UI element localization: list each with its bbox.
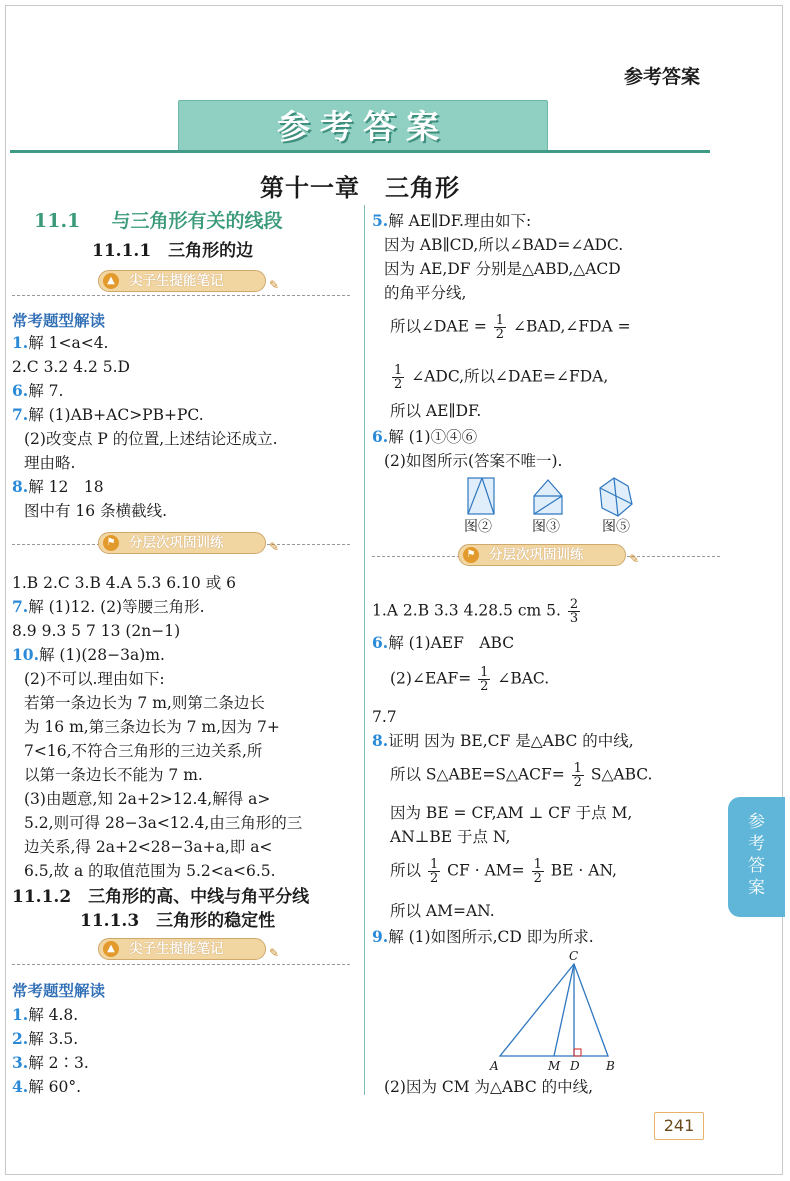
- answer-line: 6.解 (1)AEF ABC: [372, 633, 515, 652]
- figure-2-shape: [468, 478, 494, 514]
- training-pill-label: 分层次巩固训练: [129, 535, 224, 551]
- answer-line: (2)如图所示(答案不唯一).: [384, 452, 563, 470]
- answer-line: 3.解 2∶3.: [12, 1053, 89, 1072]
- answer-line: (2)不可以.理由如下:: [24, 670, 165, 688]
- section-title: 与三角形有关的线段: [111, 210, 283, 232]
- answer-line: $\frac{1}{2}$ ∠ADC,所以∠DAE=∠FDA,: [394, 363, 609, 392]
- graduation-cap-icon: ▲: [103, 941, 119, 957]
- answer-line: 8.解 12 18: [12, 477, 104, 496]
- right-column: [372, 210, 722, 1110]
- fraction: $\frac{1}{2}$: [394, 363, 403, 392]
- fraction: $\frac{1}{2}$: [533, 857, 542, 886]
- vertex-label-a: A: [490, 1059, 499, 1073]
- answer-line: 8.9 9.3 5 7 13 (2n−1): [12, 622, 181, 640]
- answer-line: 4.解 60°.: [12, 1077, 82, 1096]
- header-rule: [10, 150, 710, 153]
- pencil-icon: ✎: [628, 552, 639, 566]
- answers-banner: [178, 100, 548, 152]
- answer-line: 2.解 3.5.: [12, 1029, 79, 1048]
- answer-line: 7.解 (1)12. (2)等腰三角形.: [12, 597, 205, 616]
- dashed-separator: [12, 295, 350, 296]
- point-label-m: M: [548, 1059, 561, 1073]
- figure-3-shape: [534, 480, 562, 514]
- answer-line: 以第一条边长不能为 7 m.: [24, 766, 203, 784]
- tips-pill-label: 尖子生提能笔记: [129, 273, 224, 289]
- answer-line: 6.解 (1)①④⑥: [372, 427, 478, 446]
- answer-line: 1.A 2.B 3.3 4.28.5 cm 5. $\frac{2}{3}$: [372, 597, 579, 626]
- pencil-icon: ✎: [268, 540, 279, 554]
- answer-line: 10.解 (1)(28−3a)m.: [12, 645, 165, 664]
- answer-line: 的角平分线,: [384, 284, 467, 302]
- figure-caption: 图③: [532, 519, 560, 535]
- subsection-heading: 11.1.2 三角形的高、中线与角平分线: [12, 887, 310, 907]
- left-column: [12, 210, 357, 1100]
- answer-line: (2)因为 CM 为△ABC 的中线,: [384, 1078, 594, 1096]
- answer-line: 7<16,不符合三角形的三边关系,所: [24, 742, 263, 760]
- median-cm: [554, 964, 574, 1056]
- dashed-separator: [12, 964, 350, 965]
- answer-line: 所以 $\frac{1}{2}$ CF · AM= $\frac{1}{2}$ BE · AN,: [390, 857, 617, 886]
- chapter-title: 第十一章 三角形: [260, 173, 460, 202]
- vertex-label-b: B: [606, 1059, 615, 1073]
- section-number: 11.1: [34, 210, 81, 232]
- triangle-figure: [482, 950, 622, 1078]
- tips-pill: [98, 270, 279, 292]
- answer-line: 所以 AE∥DF.: [390, 402, 482, 420]
- polygon-figures: [462, 476, 722, 538]
- pencil-icon: ✎: [268, 278, 279, 292]
- answer-line: 边关系,得 2a+2<28−3a+a,即 a<: [24, 838, 273, 856]
- section-heading: [34, 210, 283, 232]
- subsection-heading: 11.1.1 三角形的边: [92, 241, 254, 261]
- answer-line: (2)∠EAF= $\frac{1}{2}$ ∠BAC.: [390, 665, 550, 694]
- answer-line: 8.证明 因为 BE,CF 是△ABC 的中线,: [372, 731, 634, 750]
- answer-line: 1.解 1<a<4.: [12, 333, 109, 352]
- triangle-abc: [500, 964, 608, 1056]
- vertex-label-c: C: [569, 950, 579, 963]
- answer-line: 图中有 16 条横截线.: [24, 502, 168, 520]
- fraction: $\frac{2}{3}$: [569, 597, 579, 626]
- column-divider: [364, 205, 365, 1095]
- answer-line: 1.B 2.C 3.B 4.A 5.3 6.10 或 6: [12, 574, 237, 592]
- answer-line: 为 16 m,第三条边长为 7 m,因为 7+: [24, 718, 280, 736]
- fraction: $\frac{1}{2}$: [480, 665, 489, 694]
- page-number: 241: [654, 1112, 704, 1140]
- answer-line: 7.解 (1)AB+AC>PB+PC.: [12, 405, 204, 424]
- subsection-heading: 11.1.3 三角形的稳定性: [80, 911, 276, 931]
- question-type-heading: 常考题型解读: [12, 312, 106, 330]
- answer-line: 1.解 4.8.: [12, 1005, 79, 1024]
- tips-pill-label: 尖子生提能笔记: [129, 941, 224, 957]
- figure-caption: 图⑤: [602, 519, 630, 535]
- answer-line: 5.解 AE∥DF.理由如下:: [372, 211, 532, 230]
- answer-line: (3)由题意,知 2a+2>12.4,解得 a>: [24, 790, 271, 808]
- banner-title: 参考答案: [277, 107, 449, 146]
- answer-line: 9.解 (1)如图所示,CD 即为所求.: [372, 927, 594, 946]
- point-label-d: D: [570, 1059, 580, 1073]
- answer-line: AN⊥BE 于点 N,: [390, 828, 511, 846]
- flag-icon: ⚑: [103, 535, 119, 551]
- training-pill: [458, 544, 639, 566]
- pencil-icon: ✎: [268, 946, 279, 960]
- answer-line: 理由略.: [24, 454, 76, 472]
- running-header: 参考答案: [623, 66, 700, 88]
- answer-line: 因为 BE = CF,AM ⊥ CF 于点 M,: [390, 804, 633, 822]
- answer-line: 因为 AE,DF 分别是△ABD,△ACD: [384, 260, 621, 278]
- figure-caption: 图②: [464, 519, 492, 535]
- answer-line: 5.2,则可得 28−3a<12.4,由三角形的三: [24, 814, 303, 832]
- answers-side-tab: [728, 797, 785, 917]
- answer-line: 所以 S△ABE=S△ACF= $\frac{1}{2}$ S△ABC.: [390, 761, 653, 790]
- answer-line: 所以∠DAE = $\frac{1}{2}$ ∠BAD,∠FDA =: [390, 313, 631, 342]
- answer-line: 所以 AM=AN.: [390, 902, 495, 920]
- side-tab-label: 参考答案: [748, 812, 765, 898]
- answer-line: 7.7: [372, 708, 397, 726]
- fraction: $\frac{1}{2}$: [573, 761, 582, 790]
- training-pill: [98, 532, 279, 554]
- training-pill-label: 分层次巩固训练: [489, 547, 584, 563]
- answer-line: 2.C 3.2 4.2 5.D: [12, 358, 130, 376]
- fraction: $\frac{1}{2}$: [495, 313, 505, 342]
- fraction: $\frac{1}{2}$: [429, 857, 439, 886]
- tips-pill: [98, 938, 279, 960]
- right-angle-mark: [574, 1049, 581, 1056]
- answer-line: 6.5,故 a 的取值范围为 5.2<a<6.5.: [24, 862, 276, 880]
- flag-icon: ⚑: [463, 547, 479, 563]
- question-type-heading: 常考题型解读: [12, 982, 106, 1000]
- answer-line: 因为 AB∥CD,所以∠BAD=∠ADC.: [384, 236, 624, 254]
- answer-line: 若第一条边长为 7 m,则第二条边长: [24, 694, 265, 712]
- answer-line: 6.解 7.: [12, 381, 64, 400]
- answer-line: (2)改变点 P 的位置,上述结论还成立.: [24, 430, 278, 448]
- graduation-cap-icon: ▲: [103, 273, 119, 289]
